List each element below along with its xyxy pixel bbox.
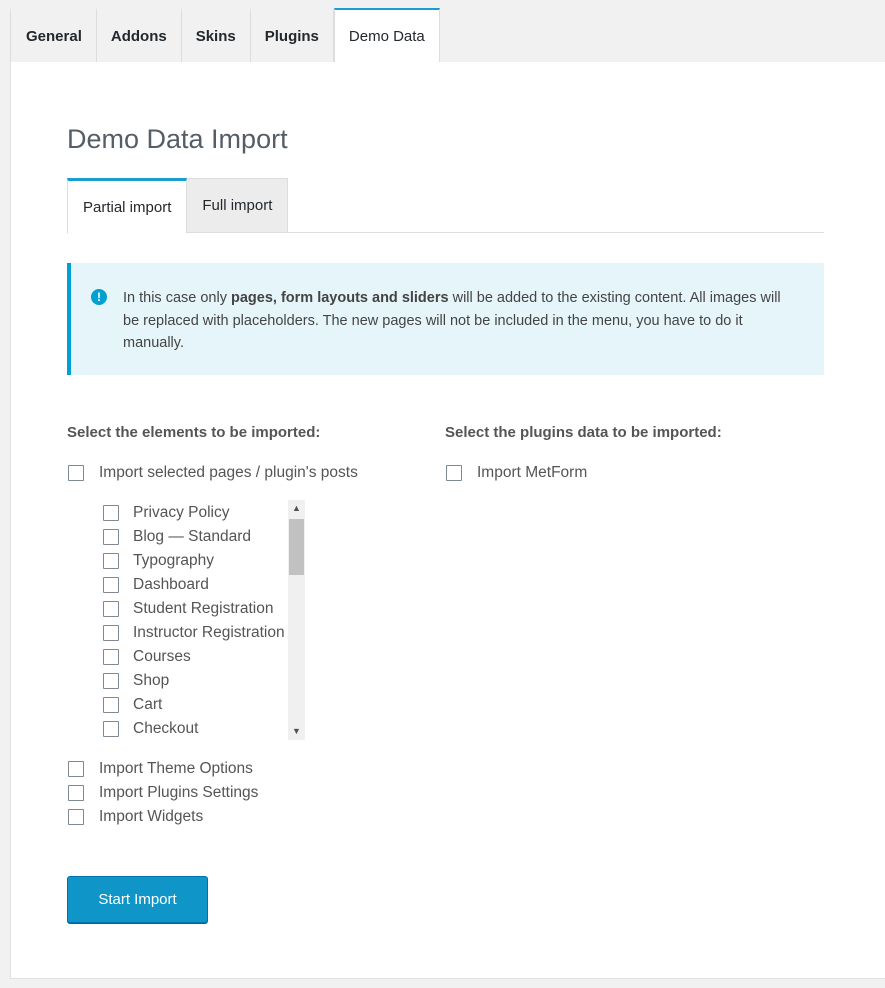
- page-label: Typography: [133, 552, 214, 569]
- tab-skins[interactable]: Skins: [182, 8, 251, 63]
- page-item-shop[interactable]: [103, 670, 169, 692]
- page-item-blog-standard[interactable]: [103, 526, 251, 548]
- page-label: Privacy Policy: [133, 504, 230, 521]
- page-checkbox[interactable]: [103, 601, 119, 617]
- page-checkbox[interactable]: [103, 577, 119, 593]
- tab-general[interactable]: General: [10, 8, 97, 63]
- elements-heading: Select the elements to be imported:: [67, 424, 321, 441]
- info-notice: [67, 263, 824, 375]
- page-item-student-registration[interactable]: [103, 598, 273, 620]
- page-checkbox[interactable]: [103, 649, 119, 665]
- page-item-privacy-policy[interactable]: [103, 502, 229, 524]
- import-metform-label: Import MetForm: [477, 464, 588, 481]
- pages-list[interactable]: [91, 500, 305, 740]
- import-widgets-label: Import Widgets: [99, 808, 204, 825]
- page-checkbox[interactable]: [103, 529, 119, 545]
- settings-tabs: [10, 8, 440, 63]
- import-plugins-settings-row[interactable]: [68, 782, 258, 804]
- import-pages-label: Import selected pages / plugin's posts: [99, 464, 358, 481]
- import-plugins-settings-checkbox[interactable]: [68, 785, 84, 801]
- import-widgets-checkbox[interactable]: [68, 809, 84, 825]
- import-plugins-settings-label: Import Plugins Settings: [99, 784, 259, 801]
- page-label: Blog — Standard: [133, 528, 252, 545]
- pages-list-scrollbar[interactable]: [288, 500, 305, 740]
- info-circle-icon: !: [91, 289, 107, 305]
- import-pages-checkbox[interactable]: [68, 465, 84, 481]
- page-checkbox[interactable]: [103, 673, 119, 689]
- page-label: Cart: [133, 696, 163, 713]
- tab-partial-import[interactable]: Partial import: [67, 178, 187, 234]
- page-checkbox[interactable]: [103, 697, 119, 713]
- import-metform-row[interactable]: [446, 462, 587, 484]
- notice-text: In this case only pages, form layouts and sliders will be added to the existing content. All images will be replaced with placeholders. The new pages will not be included in the menu, you have to do it manually.: [123, 290, 781, 351]
- demo-data-panel: [10, 62, 885, 979]
- page-checkbox[interactable]: [103, 625, 119, 641]
- import-pages-checkbox-row[interactable]: [68, 462, 358, 484]
- start-import-button[interactable]: Start Import: [67, 876, 208, 923]
- page-checkbox[interactable]: [103, 553, 119, 569]
- import-theme-options-label: Import Theme Options: [99, 760, 253, 777]
- plugins-heading: Select the plugins data to be imported:: [445, 424, 722, 441]
- page-label: Dashboard: [133, 576, 209, 593]
- page-item-dashboard[interactable]: [103, 574, 209, 596]
- page-item-instructor-registration[interactable]: [103, 622, 285, 644]
- tab-full-import[interactable]: Full import: [187, 178, 288, 233]
- import-theme-options-checkbox[interactable]: [68, 761, 84, 777]
- tab-plugins[interactable]: Plugins: [251, 8, 334, 63]
- tab-demo-data[interactable]: Demo Data: [334, 8, 440, 63]
- page-label: Shop: [133, 672, 170, 689]
- import-theme-options-row[interactable]: [68, 758, 253, 780]
- page-label: Instructor Registration: [133, 624, 285, 641]
- page-label: Courses: [133, 648, 191, 665]
- import-widgets-row[interactable]: [68, 806, 203, 828]
- page-label: Checkout: [133, 720, 199, 737]
- import-type-tabs: [67, 178, 824, 233]
- page-title: Demo Data Import: [67, 124, 288, 154]
- scroll-up-arrow-icon[interactable]: ▲: [292, 503, 301, 513]
- page-item-checkout[interactable]: [103, 718, 198, 740]
- tab-addons[interactable]: Addons: [97, 8, 182, 63]
- page-item-typography[interactable]: [103, 550, 214, 572]
- page-item-courses[interactable]: [103, 646, 191, 668]
- import-metform-checkbox[interactable]: [446, 465, 462, 481]
- page-checkbox[interactable]: [103, 721, 119, 737]
- page-label: Student Registration: [133, 600, 274, 617]
- page-item-cart[interactable]: [103, 694, 162, 716]
- page-checkbox[interactable]: [103, 505, 119, 521]
- scroll-thumb[interactable]: [289, 519, 304, 575]
- scroll-down-arrow-icon[interactable]: ▼: [292, 726, 301, 736]
